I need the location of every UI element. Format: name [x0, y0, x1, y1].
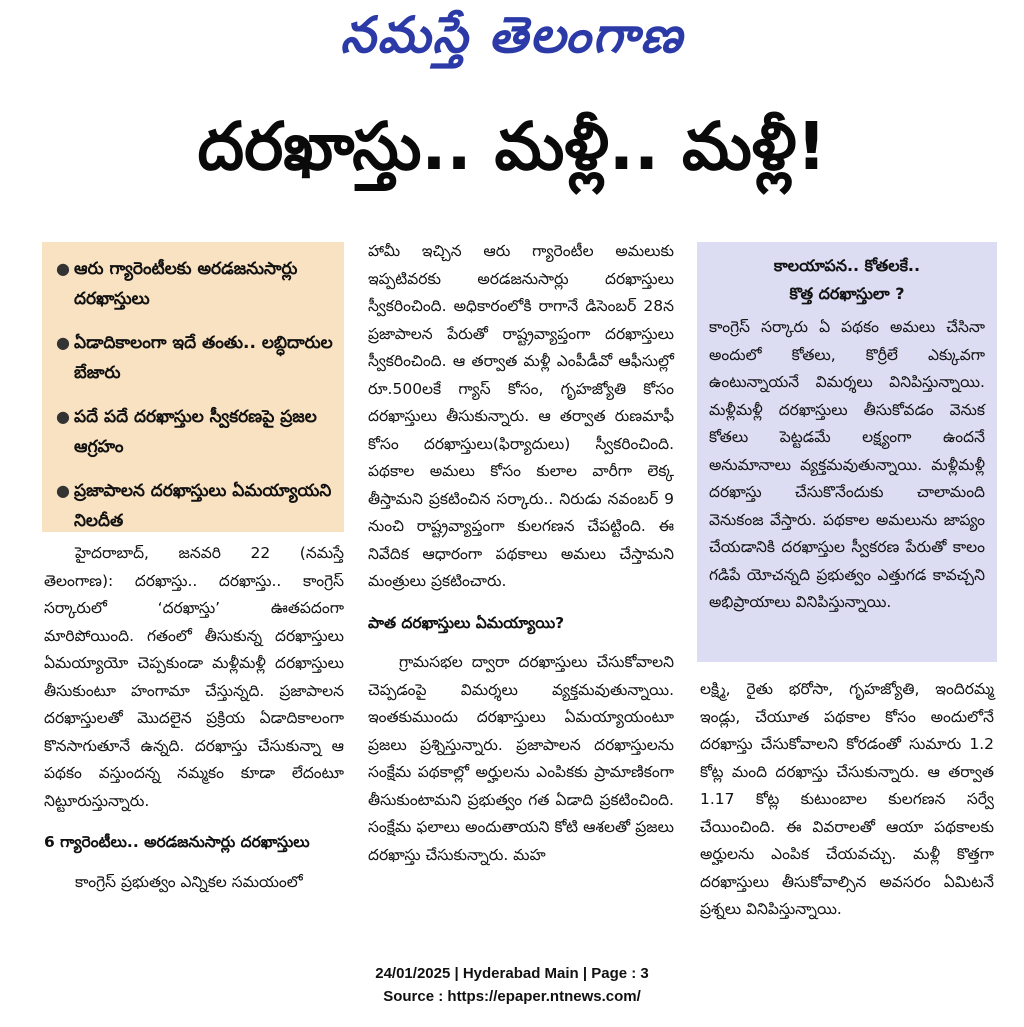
article-paragraph: హైదరాబాద్, జనవరి 22 (నమస్తే తెలంగాణ): దరఖాస్తు.. దరఖాస్తు.. కాంగ్రెస్ సర్కారులో ‘దరఖాస్తు’ ఊతపదంగా మారిపోయింది. గతంలో తీసుకున్న దరఖాస్తులు ఏమయ్యాయో చెప్పకుండా మళ్లీమళ్లీ దరఖాస్తులు తీసుకుంటూ హంగామా చేస్తున్నది. ప్రజాపాలన దరఖాస్తులతో మొదలైన ప్రక్రియ ఏడాదికాలంగా కొనసాగుతూనే ఉన్నది. దరఖాస్తు చేసుకున్నా ఆ పథకం వస్తుందన్న నమ్మకం కూడా లేదంటూ నిట్టూరుస్తున్నారు.	[44, 544, 344, 810]
highlight-item	[56, 476, 334, 536]
sidebar-title: కొత్త దరఖాస్తులా ?	[789, 284, 905, 303]
article-column-3	[700, 676, 994, 924]
highlights-box	[42, 242, 344, 532]
footer	[0, 962, 1024, 1008]
highlight-item	[56, 328, 334, 388]
highlight-item	[56, 402, 334, 462]
footer-date-edition: 24/01/2025 | Hyderabad Main | Page : 3	[375, 965, 649, 982]
article-subhead: 6 గ్యారెంటీలు.. అరడజనుసార్లు దరఖాస్తులు	[44, 833, 310, 851]
bullet-icon: ●	[56, 481, 70, 500]
bullet-icon: ●	[56, 259, 70, 278]
article-column-1	[44, 540, 344, 896]
highlight-item	[56, 254, 334, 314]
headline: దరఖాస్తు.. మళ్లీ.. మళ్లీ!	[197, 108, 827, 185]
sidebar-body: కాంగ్రెస్ సర్కారు ఏ పథకం అమలు చేసినా అందులో కోతలు, కొర్రీలే ఎక్కువగా ఉంటున్నాయనే విమర్శలు వినిపిస్తున్నాయి. మళ్లీమళ్లీ దరఖాస్తులు తీసుకోవడం వెనుక కోతలు పెట్టడమే లక్ష్యంగా ఉందనే అనుమానాలు వ్యక్తమవుతున్నాయి. మళ్లీమళ్లీ దరఖాస్తు చేసుకొనేందుకు చాలామంది వెనుకంజ వేస్తారు. పథకాల అమలును జాప్యం చేయడానికి దరఖాస్తుల స్వీకరణ పేరుతో కాలం గడిపే యోచన్నది ప్రభుత్వం ఎత్తుగడ కావచ్చని అభిప్రాయాలు వినిపిస్తున్నాయి.	[709, 318, 985, 611]
article-paragraph: హామీ ఇచ్చిన ఆరు గ్యారెంటీల అమలుకు ఇప్పటివరకు అరడజనుసార్లు దరఖాస్తులు స్వీకరించింది. అధికారంలోకి రాగానే డిసెంబర్ 28న ప్రజాపాలన పేరుతో రాష్ట్రవ్యాప్తంగా దరఖాస్తులు స్వీకరించింది. ఆ తర్వాత మళ్లీ ఎంపీడీవో ఆఫీసుల్లో రూ.500లకే గ్యాస్ కోసం, గృహజ్యోతి కోసం దరఖాస్తులు తీసుకున్నారు. ఆ తర్వాత రుణమాఫీ కోసం దరఖాస్తులు(ఫిర్యాదులు) స్వీకరించింది. పథకాల అమలు కోసం కులాల వారీగా లెక్క తీస్తామని ప్రకటించిన సర్కారు.. నిరుడు నవంబర్ 9 నుంచి రాష్ట్రవ్యాప్తంగా కులగణన చేపట్టింది. ఈ నివేదిక ఆధారంగా పథకాలు అమలు చేస్తామని మంత్రులు ప్రకటించారు.	[368, 242, 674, 590]
masthead-logo: నమస్తే తెలంగాణ	[340, 6, 684, 64]
highlight-text: పదే పదే దరఖాస్తుల స్వీకరణపై ప్రజల ఆగ్రహం	[74, 407, 317, 457]
bullet-icon: ●	[56, 333, 70, 352]
article-paragraph: కాంగ్రెస్ ప్రభుత్వం ఎన్నికల సమయంలో	[75, 872, 303, 891]
article-subhead: పాత దరఖాస్తులు ఏమయ్యాయి?	[368, 613, 565, 632]
bullet-icon: ●	[56, 407, 70, 426]
article-column-2	[368, 238, 674, 869]
highlight-text: ఆరు గ్యారెంటీలకు అరడజనుసార్లు దరఖాస్తులు	[74, 259, 298, 309]
article-paragraph: గ్రామసభల ద్వారా దరఖాస్తులు చేసుకోవాలని చెప్పడంపై విమర్శలు వ్యక్తమవుతున్నాయి. ఇంతకుముందు దరఖాస్తులు ఏమయ్యాయంటూ ప్రజలు ప్రశ్నిస్తున్నారు. ప్రజాపాలన దరఖాస్తులను సంక్షేమ పథకాల్లో అర్హులను ఎంపికకు ప్రామాణికంగా తీసుకుంటామని ప్రభుత్వం గత ఏడాది ప్రకటించింది. సంక్షేమ ఫలాలు అందుతాయని కోటి ఆశలతో ప్రజలు దరఖాస్తు చేసుకున్నారు. మహ	[368, 653, 674, 864]
sidebar-box	[697, 242, 997, 662]
article-paragraph: లక్ష్మి, రైతు భరోసా, గృహజ్యోతి, ఇందిరమ్మ ఇండ్లు, చేయూత పథకాల కోసం అందులోనే దరఖాస్తు చేసుకోవాలని కోరడంతో సుమారు 1.2 కోట్ల మంది దరఖాస్తు చేసుకున్నారు. ఆ తర్వాత 1.17 కోట్ల కుటుంబాల కులగణన సర్వే చేయించింది. ఈ వివరాలతో ఆయా పథకాలకు అర్హులను ఎంపిక చేయవచ్చు. మళ్లీ కొత్తగా దరఖాస్తులు తీసుకోవాల్సిన అవసరం ఏమిటనే ప్రశ్నలు వినిపిస్తున్నాయి.	[700, 680, 994, 918]
sidebar-title: కాలయాపన.. కోతలకే..	[773, 256, 921, 275]
highlight-text: ప్రజాపాలన దరఖాస్తులు ఏమయ్యాయని నిలదీత	[74, 481, 332, 531]
footer-source-link[interactable]: Source : https://epaper.ntnews.com/	[383, 988, 641, 1005]
highlight-text: ఏడాదికాలంగా ఇదే తంతు.. లబ్ధిదారుల బేజారు	[74, 333, 333, 383]
